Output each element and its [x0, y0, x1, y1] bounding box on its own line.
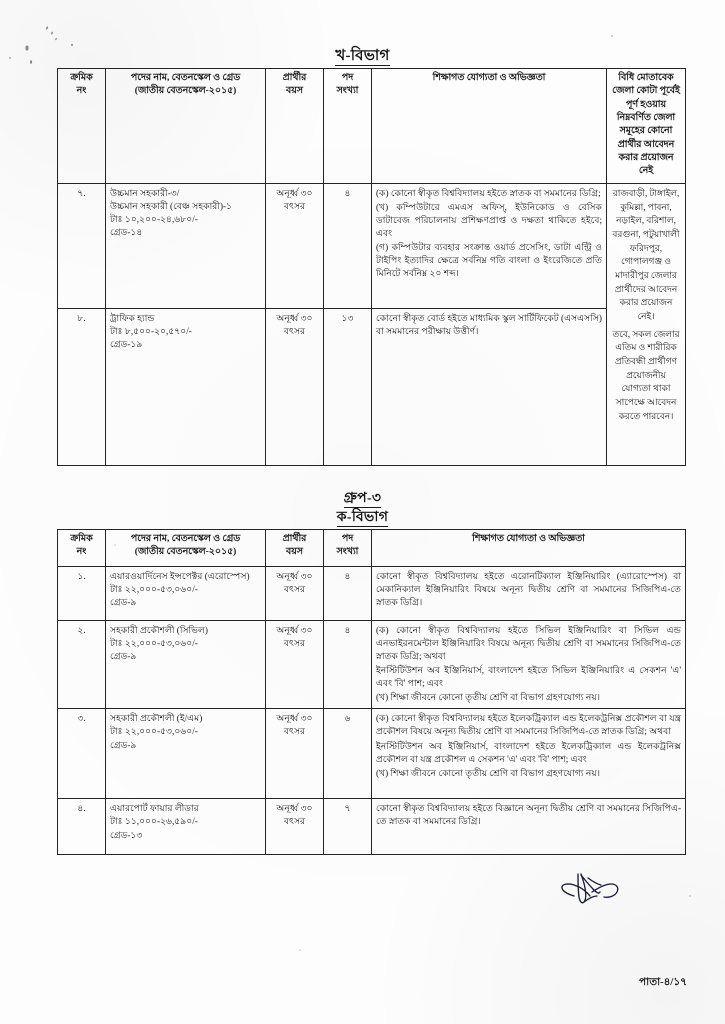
col-header-post-count: [324, 69, 372, 184]
cell-serial: ৭.: [58, 184, 106, 309]
col-header-post-line1: পদের নাম, বেতনস্কেল ও গ্রেড: [130, 534, 241, 544]
section-heading-ka-text: ক-বিভাগ: [336, 510, 389, 525]
col-header-serial-line2: নং: [76, 547, 87, 558]
col-header-post-line1: পদের নাম, বেতনস্কেল ও গ্রেড: [130, 73, 241, 83]
post-grade-line: গ্রেড-৯: [110, 651, 137, 662]
age-line1: অনূর্ধ্ব ৩০: [276, 625, 313, 635]
table-section-ka: [57, 529, 686, 855]
post-grade-line: গ্রেড-৯: [110, 597, 137, 608]
post-salary-line: টাঃ ২২,০০০-৫৩,০৬০/-: [110, 726, 198, 737]
cell-serial: ৮.: [58, 309, 106, 466]
col-header-age: [266, 69, 324, 184]
post-name-line: উচ্চমান সহকারী-৩/: [110, 188, 180, 198]
post-name-line: ট্রাফিক হ্যান্ড: [110, 313, 155, 323]
post-name-line: সহকারী প্রকৌশলী (সিভিল): [110, 625, 208, 635]
post-name-line: উচ্চমান সহকারী (বেঞ্চ সহকারী)-১: [110, 201, 233, 212]
age-line1: অনূর্ধ্ব ৩০: [276, 313, 313, 323]
col-header-post: [106, 530, 266, 567]
age-line1: অনূর্ধ্ব ৩০: [276, 188, 313, 198]
post-salary-line: টাঃ ২২,০০০-৫৩,০৬০/-: [110, 638, 198, 649]
col-header-age-line2: বয়স: [286, 547, 303, 558]
post-grade-line: গ্রেড-১৪: [110, 227, 143, 238]
quota-note: তবে, সকল জেলার এতিম ও শারীরিক প্রতিবন্ধী প্রার্থীগণ প্রয়োজনীয় যোগ্যতা থাকা সাপেক্ষে আবেদন করতে পারবেন।: [612, 328, 680, 421]
col-header-age-line2: বয়স: [286, 86, 303, 97]
education-clause: ইনস্টিটিউশন অব ইঞ্জিনিয়ার্স, বাংলাদেশ হইতে সিভিল ইঞ্জিনিয়ারিং এ সেকশন 'এ' এবং 'বি' পাশ; এবং: [376, 665, 681, 689]
col-header-serial-line2: নং: [76, 86, 87, 97]
table-row: [58, 309, 686, 466]
age-line2: বৎসর: [283, 326, 306, 337]
education-clause: (গ) কম্পিউটার ব্যবহার সংক্রান্ত ওয়ার্ড প্রসেসিং, ডাটা এন্ট্রি ও টাইপিং ইত্যাদির ক্ষেত্রে সর্বনিম্ন গতি বাংলা ও ইংরেজিতে প্রতি মিনিটে সর্বনিম্ন ২০ শব্দ।: [376, 242, 602, 279]
col-header-post-count-line2: সংখ্যা: [336, 86, 359, 97]
cell-education: [372, 309, 607, 466]
col-header-district-quota: বিধি মোতাবেক জেলা কোটা পূর্বেই পূর্ণ হওয়ায় নিম্নবর্ণিত জেলা সমূহের কোনো প্রার্থীর আবেদন করার প্রয়োজন নেই: [607, 69, 686, 184]
post-salary-line: টাঃ ১১,০০০-২৬,৫৯০/-: [110, 816, 198, 827]
cell-post-details: [106, 567, 266, 621]
cell-age-limit: [266, 621, 324, 709]
education-clause: (খ) কম্পিউটারে এমএস অফিস্, ইউনিকোড ও বেসিক ডাটাবেজ পরিচালনায় প্রশিক্ষণপ্রাপ্ত ও দক্ষতা থাকিতে হইবে; এবং: [376, 202, 602, 239]
education-clause: (ক) কোনো স্বীকৃত বিশ্ববিদ্যালয় হইতে সিভিল ইঞ্জিনিয়ারিং বা সিভিল এন্ড এনভাইরনমেন্টাল ইঞ্জিনিয়ারিং বিষয়ে অনূন্য দ্বিতীয় শ্রেণি বা সমমানের সিজিপিএ-তে স্নাতক ডিগ্রি; অথবা: [376, 625, 681, 662]
post-grade-line: গ্রেড-৯: [110, 739, 137, 750]
section-heading-kha: [0, 44, 725, 69]
table-row: [58, 621, 686, 709]
section-heading-ka: [0, 505, 725, 529]
post-grade-line: গ্রেড-১৩: [110, 829, 143, 840]
col-header-post-count-line2: সংখ্যা: [336, 547, 359, 558]
age-line1: অনূর্ধ্ব ৩০: [276, 803, 313, 814]
post-name-line: সহকারী প্রকৌশলী (ই/এম): [110, 713, 203, 724]
age-line2: বৎসর: [283, 726, 306, 737]
post-salary-line: টাঃ ৮,৫০০-২০,৫৭০/-: [110, 326, 192, 337]
cell-age-limit: [266, 309, 324, 466]
cell-age-limit: [266, 567, 324, 621]
cell-post-count: ৪: [324, 621, 372, 709]
cell-education: [372, 709, 686, 799]
section-heading-kha-text: খ-বিভাগ: [335, 48, 390, 64]
handwritten-signature: [548, 866, 638, 920]
cell-post-details: [106, 799, 266, 855]
education-clause: (খ) শিক্ষা জীবনে কোনো তৃতীয় শ্রেণি বা বিভাগ গ্রহণযোগ্য নয়।: [376, 692, 601, 703]
table-row: [58, 184, 686, 309]
col-header-post: [106, 69, 266, 184]
col-header-serial: [58, 530, 106, 567]
cell-education: [372, 184, 607, 309]
col-header-post-count-line1: পদ: [341, 534, 354, 544]
post-grade-line: গ্রেড-১৯: [110, 339, 143, 350]
cell-age-limit: [266, 709, 324, 799]
cell-age-limit: [266, 799, 324, 855]
page-number-footer: পাতা-৪/১৭: [639, 977, 687, 988]
table-row: [58, 567, 686, 621]
age-line1: অনূর্ধ্ব ৩০: [276, 713, 313, 724]
cell-serial: ৪.: [58, 799, 106, 855]
col-header-serial: [58, 69, 106, 184]
age-line1: অনূর্ধ্ব ৩০: [276, 571, 313, 581]
cell-serial: ৩.: [58, 709, 106, 799]
education-clause: কোনো স্বীকৃত বোর্ড হইতে মাধ্যমিক স্কুল সার্টিফিকেট (এসএসসি) বা সমমানের পরীক্ষায় উত্তীর্ণ।: [376, 313, 602, 337]
table-row: [58, 799, 686, 855]
cell-education: [372, 567, 686, 621]
col-header-age: [266, 530, 324, 567]
post-salary-line: টাঃ ২২,০০০-৫৩,০৬০/-: [110, 584, 198, 595]
col-header-post-count: [324, 530, 372, 567]
cell-district-quota: [607, 184, 686, 466]
cell-post-count: ১৩: [324, 309, 372, 466]
education-clause: (ক) কোনো স্বীকৃত বিশ্ববিদ্যালয় হইতে স্নাতক বা সমমানের ডিগ্রি;: [376, 188, 601, 198]
education-clause: (ক) কোনো স্বীকৃত বিশ্ববিদ্যালয় হইতে ইলেকট্রিক্যাল এন্ড ইলেকট্রনিক্স প্রকৌশল বা যন্ত্র প্রকৌশল বিষয়ে অনূন্য দ্বিতীয় শ্রেণি বা সমমানের সিজিপিএ-তে স্নাতক ডিগ্রি; অথবা: [376, 713, 681, 737]
col-header-post-line2: (জাতীয় বেতনস্কেল-২০১৫): [134, 547, 237, 558]
age-line2: বৎসর: [283, 201, 306, 212]
education-clause: ইনস্টিটিউশন অব ইঞ্জিনিয়ার্স, বাংলাদেশ হইতে ইলেকট্রিক্যাল এন্ড ইলেকট্রনিক্স প্রকৌশল বা যন্ত্র প্রকৌশল এ সেকশন 'এ' এবং 'বি' পাশ; এবং: [376, 740, 681, 764]
col-header-education: শিক্ষাগত যোগ্যতা ও অভিজ্ঞতা: [372, 69, 607, 184]
quota-district-list: রাজবাড়ী, টাঙ্গাইল, কুমিল্লা, পাবনা, নড়াইল, বরিশাল, বরগুনা, পটুয়াখালী ফরিদপুর, গোপালগঞ্জ ও মাদারীপুর জেলার প্রার্থীদের আবেদন করার প্রয়োজন নেই।: [612, 188, 680, 322]
col-header-age-line1: প্রার্থীর: [282, 73, 307, 83]
cell-education: [372, 799, 686, 855]
table-header-row: [58, 69, 686, 184]
col-header-age-line1: প্রার্থীর: [282, 534, 307, 544]
table-section-kha: [57, 68, 686, 466]
education-clause: কোনো স্বীকৃত বিশ্ববিদ্যালয় হইতে বিজ্ঞানে অনূন্য দ্বিতীয় শ্রেণি বা সমমানের সিজিপিএ-তে স্নাতক বা সমমানের ডিগ্রি।: [376, 803, 681, 827]
education-clause: কোনো স্বীকৃত বিশ্ববিদ্যালয় হইতে এরোনটিক্যাল ইঞ্জিনিয়ারিং (এ্যারোস্পেস) বা মেকানিক্যাল ইঞ্জিনিয়ারিং বিষয়ে অনূন্য দ্বিতীয় শ্রেণি বা সমমানের সিজিপিএ-তে স্নাতক ডিগ্রি।: [376, 571, 681, 608]
col-header-serial-line1: ক্রমিক: [70, 73, 93, 83]
post-name-line: এয়ারপোর্ট ফায়ার লীডার: [110, 803, 199, 814]
age-line2: বৎসর: [283, 816, 306, 827]
education-clause: (খ) শিক্ষা জীবনে কোনো তৃতীয় শ্রেণি বা বিভাগ গ্রহণযোগ্য নয়।: [376, 767, 601, 778]
post-name-line: এয়ারওয়ার্দিনেস ইন্সপেক্টর (এরোস্পেস): [110, 571, 250, 581]
cell-age-limit: [266, 184, 324, 309]
col-header-serial-line1: ক্রমিক: [70, 534, 93, 544]
section-heading-group3-text: গ্রুপ-৩: [343, 491, 382, 506]
cell-post-details: [106, 621, 266, 709]
cell-education: [372, 621, 686, 709]
cell-post-count: ৬: [324, 709, 372, 799]
cell-post-details: [106, 709, 266, 799]
post-salary-line: টাঃ ১০,২০০-২৪,৬৮০/-: [110, 214, 198, 225]
age-line2: বৎসর: [283, 638, 306, 649]
table-header-row: [58, 530, 686, 567]
col-header-education: শিক্ষাগত যোগ্যতা ও অভিজ্ঞতা: [372, 530, 686, 567]
table-row: [58, 709, 686, 799]
cell-serial: ২.: [58, 621, 106, 709]
cell-post-details: [106, 309, 266, 466]
col-header-post-count-line1: পদ: [341, 73, 354, 83]
age-line2: বৎসর: [283, 584, 306, 595]
cell-post-count: ৪: [324, 567, 372, 621]
cell-serial: ১.: [58, 567, 106, 621]
cell-post-count: ৭: [324, 799, 372, 855]
cell-post-count: ৪: [324, 184, 372, 309]
cell-post-details: [106, 184, 266, 309]
col-header-post-line2: (জাতীয় বেতনস্কেল-২০১৫): [134, 86, 237, 97]
